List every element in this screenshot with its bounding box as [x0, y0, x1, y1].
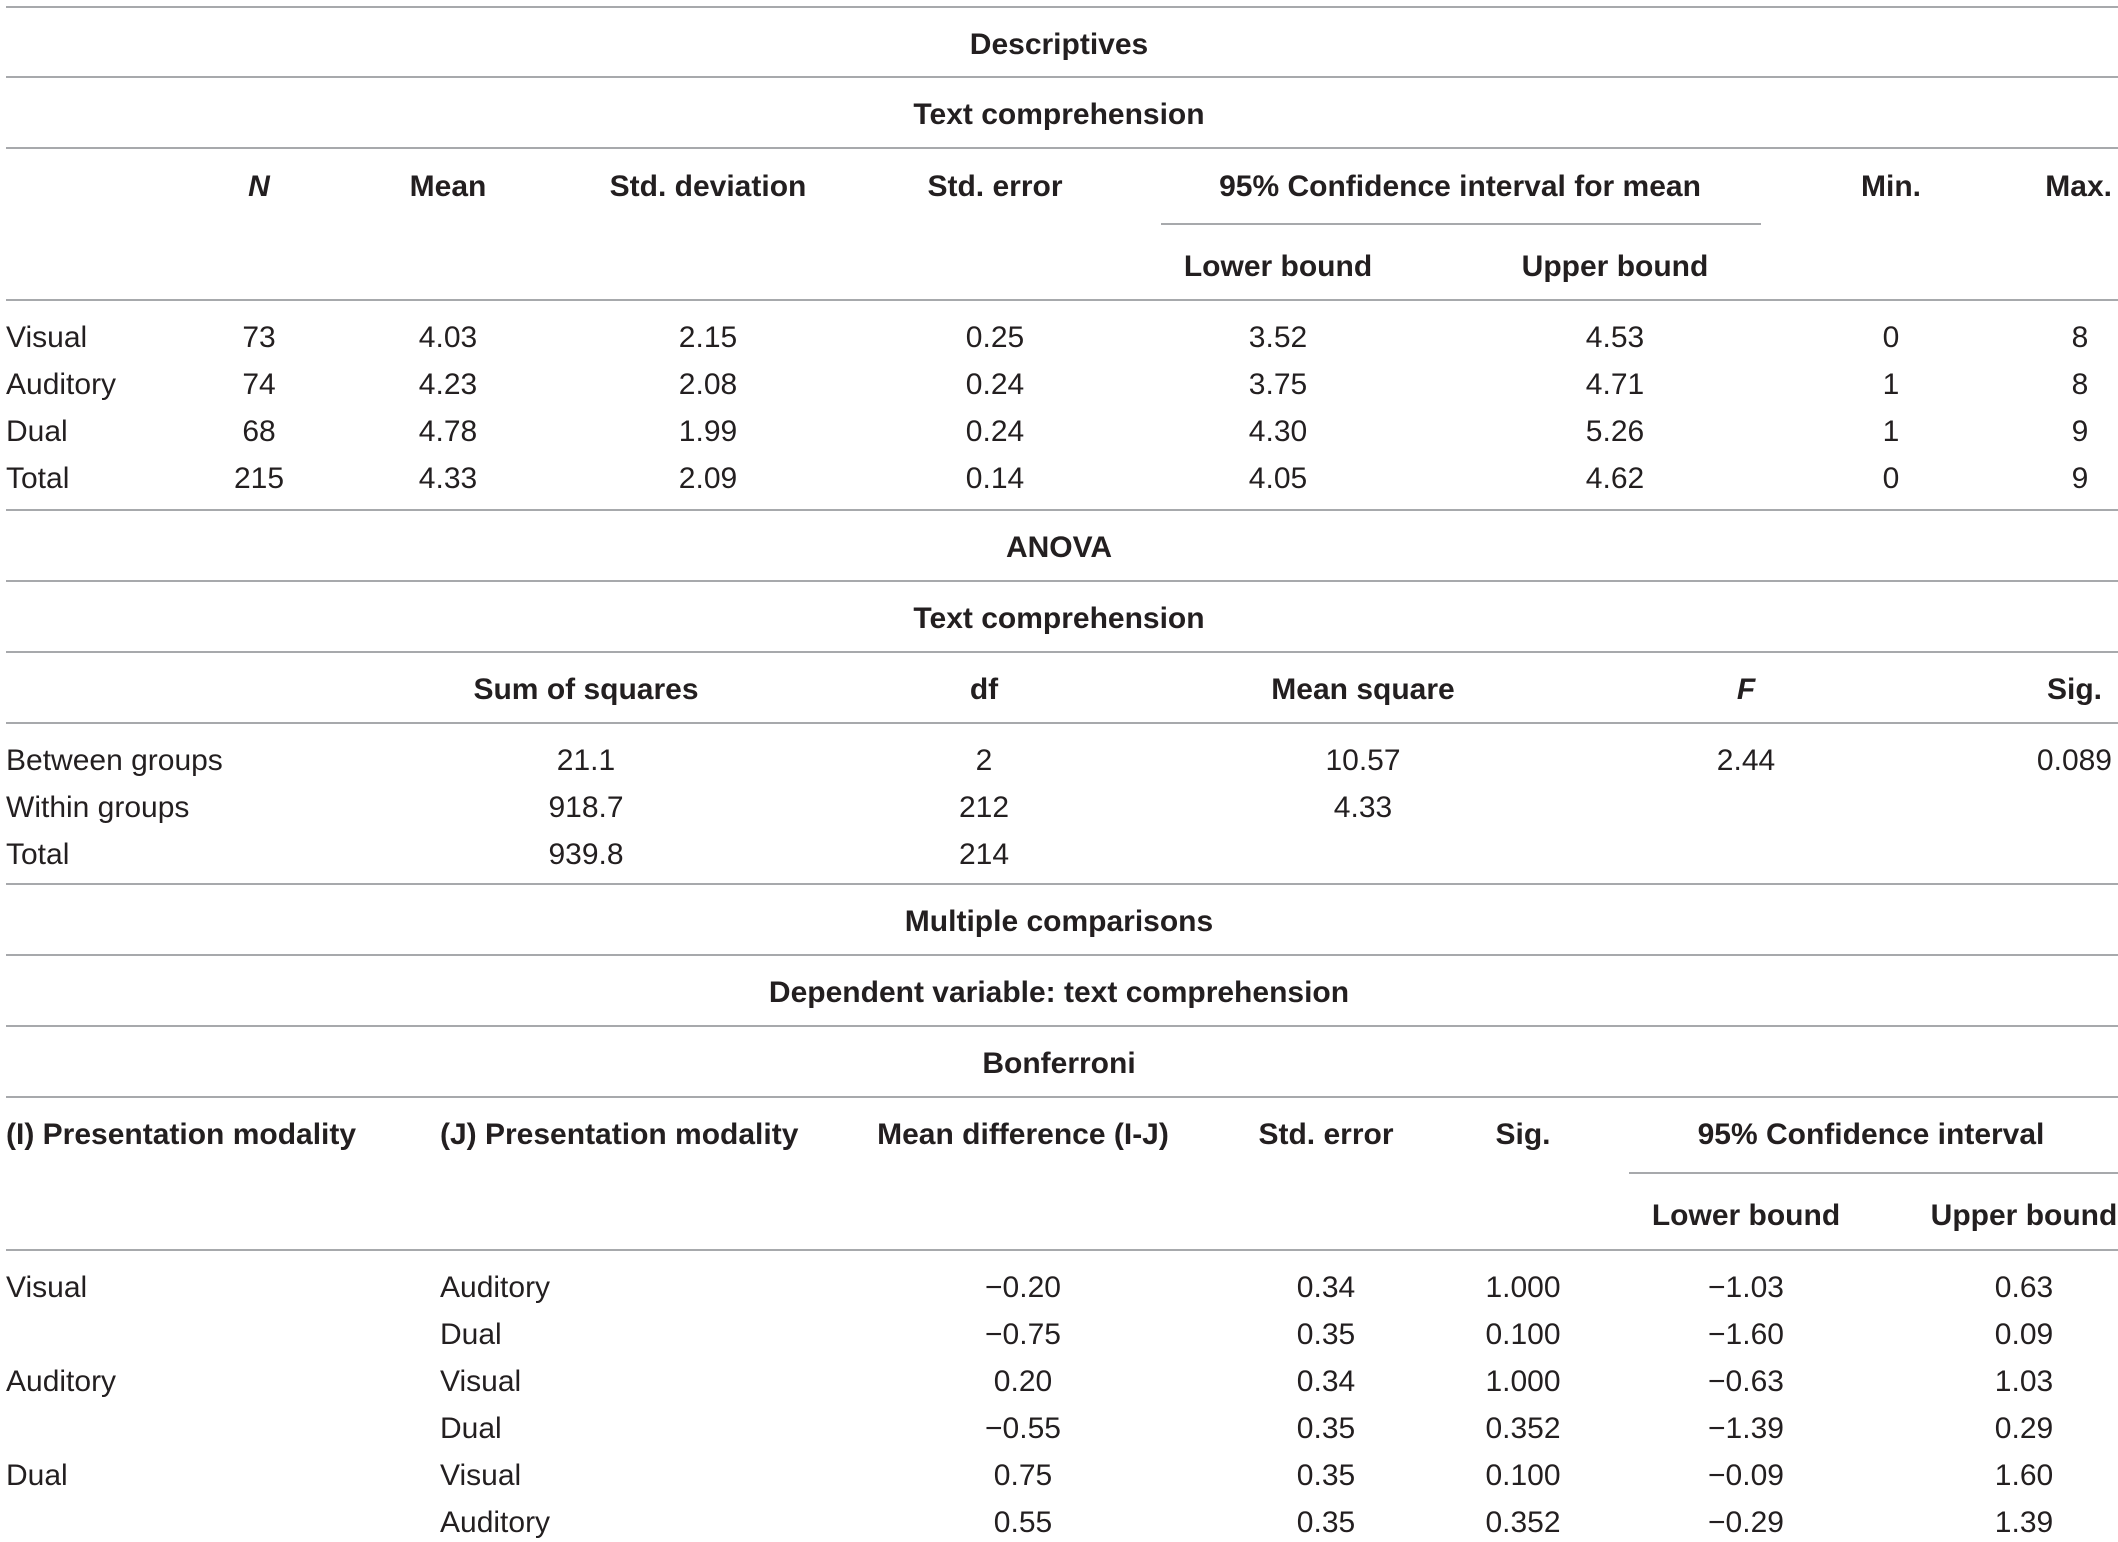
cell-upper: 4.62: [1585, 462, 1645, 495]
col-header-f: F: [1736, 673, 1756, 706]
cell-upper: 0.09: [1994, 1318, 2054, 1351]
cell-se: 0.35: [1296, 1412, 1356, 1445]
cell-upper: 4.53: [1585, 321, 1645, 354]
cell-n: 74: [242, 368, 276, 401]
col-header-ci: 95% Confidence interval: [1697, 1118, 2045, 1151]
row-label: Visual: [6, 321, 88, 354]
row-label: Total: [6, 462, 70, 495]
comparisons-title: Multiple comparisons: [904, 905, 1214, 938]
row-label: Total: [6, 838, 70, 871]
cell-sd: 2.09: [678, 462, 738, 495]
cell-n: 215: [233, 462, 285, 495]
cell-df: 2: [975, 744, 993, 777]
cell-se: 0.24: [965, 415, 1025, 448]
cell-sd: 2.08: [678, 368, 738, 401]
row-label: Between groups: [6, 744, 223, 777]
cell-lower: 3.75: [1248, 368, 1308, 401]
col-header-df: df: [969, 673, 999, 706]
cell-lower: −1.60: [1708, 1318, 1784, 1351]
cell-se: 0.35: [1296, 1318, 1356, 1351]
cell-upper: 0.29: [1994, 1412, 2054, 1445]
col-header-mean: Mean: [409, 170, 487, 203]
cell-df: 212: [958, 791, 1010, 824]
cell-n: 68: [242, 415, 276, 448]
cell-sig: 1.000: [1485, 1271, 1561, 1304]
cell-n: 73: [242, 321, 276, 354]
row-label: Within groups: [6, 791, 190, 824]
cell-se: 0.25: [965, 321, 1025, 354]
cell-ss: 21.1: [556, 744, 616, 777]
comparisons-subtitle: Dependent variable: text comprehension: [768, 976, 1350, 1009]
rule: [6, 509, 2118, 511]
row-label: Auditory: [6, 368, 117, 401]
cell-j: Visual: [440, 1365, 522, 1398]
cell-lower: −1.39: [1708, 1412, 1784, 1445]
col-header-min: Min.: [1861, 170, 1921, 203]
cell-lower: 3.52: [1248, 321, 1308, 354]
anova-subtitle: Text comprehension: [913, 602, 1205, 635]
rule: [6, 76, 2118, 78]
col-header-n: N: [248, 170, 270, 203]
rule: [6, 954, 2118, 956]
ci-span-rule: [1629, 1172, 2118, 1174]
cell-mean: 4.78: [418, 415, 478, 448]
cell-min: 1: [1882, 415, 1900, 448]
cell-upper: 0.63: [1994, 1271, 2054, 1304]
cell-max: 8: [2071, 368, 2089, 401]
ci-span-rule: [1161, 223, 1761, 225]
col-header-sig: Sig.: [2046, 673, 2102, 706]
cell-i: Visual: [6, 1271, 88, 1304]
col-header-j: (J) Presentation modality: [440, 1118, 799, 1151]
col-header-se: Std. error: [1258, 1118, 1394, 1151]
cell-sig: 0.100: [1485, 1459, 1561, 1492]
row-label: Dual: [6, 415, 68, 448]
cell-md: 0.55: [993, 1506, 1053, 1539]
col-header-lower: Lower bound: [1651, 1199, 1841, 1232]
cell-lower: −0.63: [1708, 1365, 1784, 1398]
cell-se: 0.34: [1296, 1365, 1356, 1398]
cell-mean: 4.33: [418, 462, 478, 495]
cell-se: 0.34: [1296, 1271, 1356, 1304]
cell-ms: 4.33: [1333, 791, 1393, 824]
cell-sd: 1.99: [678, 415, 738, 448]
cell-min: 0: [1882, 462, 1900, 495]
cell-ss: 918.7: [548, 791, 624, 824]
cell-j: Dual: [440, 1412, 502, 1445]
rule: [6, 883, 2118, 885]
cell-j: Visual: [440, 1459, 522, 1492]
cell-md: 0.75: [993, 1459, 1053, 1492]
rule: [6, 1249, 2118, 1251]
cell-se: 0.35: [1296, 1506, 1356, 1539]
cell-ss: 939.8: [548, 838, 624, 871]
col-header-sig: Sig.: [1495, 1118, 1551, 1151]
col-header-max: Max.: [2045, 170, 2112, 203]
cell-ms: 10.57: [1325, 744, 1401, 777]
cell-j: Dual: [440, 1318, 502, 1351]
cell-j: Auditory: [440, 1271, 551, 1304]
col-header-lower: Lower bound: [1183, 250, 1373, 283]
rule: [6, 651, 2118, 653]
cell-f: 2.44: [1716, 744, 1776, 777]
descriptives-subtitle: Text comprehension: [913, 98, 1205, 131]
rule: [6, 580, 2118, 582]
cell-lower: −1.03: [1708, 1271, 1784, 1304]
cell-sd: 2.15: [678, 321, 738, 354]
rule: [6, 147, 2118, 149]
col-header-upper: Upper bound: [1930, 1199, 2118, 1232]
cell-j: Auditory: [440, 1506, 551, 1539]
col-header-upper: Upper bound: [1521, 250, 1709, 283]
cell-se: 0.14: [965, 462, 1025, 495]
cell-lower: −0.09: [1708, 1459, 1784, 1492]
cell-sig: 0.100: [1485, 1318, 1561, 1351]
comparisons-method: Bonferroni: [982, 1047, 1136, 1080]
cell-upper: 5.26: [1585, 415, 1645, 448]
col-header-sd: Std. deviation: [609, 170, 807, 203]
cell-se: 0.35: [1296, 1459, 1356, 1492]
cell-min: 1: [1882, 368, 1900, 401]
cell-lower: 4.05: [1248, 462, 1308, 495]
cell-max: 8: [2071, 321, 2089, 354]
cell-upper: 1.60: [1994, 1459, 2054, 1492]
rule: [6, 722, 2118, 724]
cell-max: 9: [2071, 415, 2089, 448]
col-header-i: (I) Presentation modality: [6, 1118, 357, 1151]
cell-min: 0: [1882, 321, 1900, 354]
col-header-ms: Mean square: [1271, 673, 1455, 706]
cell-sig: 0.089: [2036, 744, 2112, 777]
cell-mean: 4.03: [418, 321, 478, 354]
col-header-se: Std. error: [927, 170, 1063, 203]
cell-lower: −0.29: [1708, 1506, 1784, 1539]
rule: [6, 1096, 2118, 1098]
rule: [6, 299, 2118, 301]
cell-mean: 4.23: [418, 368, 478, 401]
cell-sig: 0.352: [1485, 1412, 1561, 1445]
cell-md: −0.55: [985, 1412, 1061, 1445]
anova-title: ANOVA: [1005, 531, 1113, 564]
cell-se: 0.24: [965, 368, 1025, 401]
cell-df: 214: [958, 838, 1010, 871]
cell-md: −0.20: [985, 1271, 1061, 1304]
cell-i: Dual: [6, 1459, 68, 1492]
rule: [6, 1025, 2118, 1027]
cell-sig: 1.000: [1485, 1365, 1561, 1398]
cell-upper: 1.03: [1994, 1365, 2054, 1398]
cell-lower: 4.30: [1248, 415, 1308, 448]
table-top-rule: [6, 6, 2118, 8]
cell-md: −0.75: [985, 1318, 1061, 1351]
col-header-ci: 95% Confidence interval for mean: [1219, 170, 1701, 203]
col-header-md: Mean difference (I-J): [877, 1118, 1169, 1151]
cell-upper: 4.71: [1585, 368, 1645, 401]
cell-md: 0.20: [993, 1365, 1053, 1398]
cell-sig: 0.352: [1485, 1506, 1561, 1539]
descriptives-title: Descriptives: [969, 28, 1149, 61]
cell-upper: 1.39: [1994, 1506, 2054, 1539]
col-header-ss: Sum of squares: [473, 673, 699, 706]
cell-max: 9: [2071, 462, 2089, 495]
cell-i: Auditory: [6, 1365, 117, 1398]
